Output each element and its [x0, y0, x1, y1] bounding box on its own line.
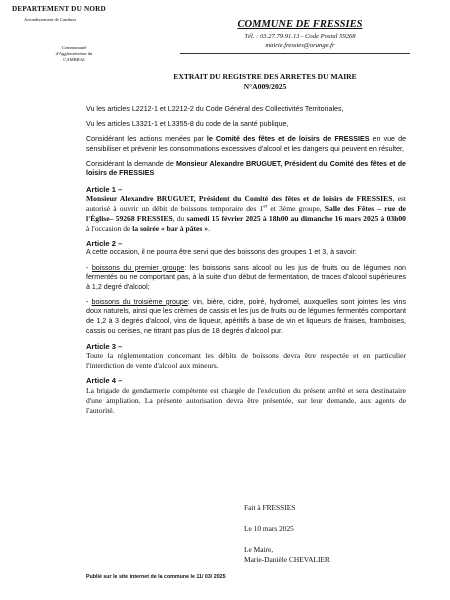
article-1-text-e: , du [172, 213, 187, 223]
article-3-text: Toute la réglementation concernant les débits de boissons devra être respectée et en particulier l'interdiction de vente d'alcool aux mineurs. [86, 351, 406, 371]
group-3-text: : vin, bière, cidre, poiré, hydromel, auxquelles sont jointes les vins doux naturels, ainsi que les crèmes de cassis et les jus de fruits ou de légumes fermentés comportant de 1,2 à 3 degrés d'alcool, vins de liqueur, apéritifs à base de vin et liqueurs de fraises, framboises, cassis ou cerises, ne titrant pas plus de 18 degrés d'alcool pur. [86, 297, 406, 335]
considerant-1-text-a: Considérant les actions menées par [86, 135, 207, 144]
considerant-paragraph-1 [86, 135, 406, 154]
document-title [150, 72, 380, 92]
article-2-heading: Article 2 – [86, 238, 123, 248]
group-1-label: boissons du premier groupe [91, 263, 185, 272]
article-1-text [86, 194, 406, 233]
publication-note: Publié sur le site internet de la commune le 11/ 03/ 2025 [86, 574, 226, 580]
signature-name: Marie-Danièle CHEVALIER [244, 555, 330, 564]
signature-role: Le Maire, [244, 545, 274, 554]
header-divider [180, 53, 410, 54]
article-1-text-c: et 3ème groupe, [267, 203, 325, 213]
article-1-sup: er [263, 204, 268, 210]
considerant-1-text-c: en vue de sensibiliser et prévenir les consommations excessives d'alcool et les dangers qui peuvent en résulter, [86, 135, 407, 153]
arrete-number: N°A009/2025 [243, 82, 287, 91]
group-1-text: : les boissons sans alcool ou les jus de fruits ou de légumes non fermentés ou ne comportant pas, à la suite d'un début de fermentation, de traces d'alcool supérieures à 1,2 degré d'alcool; [86, 263, 406, 291]
considerant-paragraph-2 [86, 160, 406, 179]
article-4-heading: Article 4 – [86, 376, 123, 386]
article-1-text-b: , est autorisé à ouvrir un débit de boissons temporaire des 1 [86, 194, 407, 213]
contact-email: mairie.fressies@orange.fr [265, 42, 335, 49]
article-1-heading: Article 1 – [86, 184, 123, 194]
department-title: DEPARTEMENT DU NORD [12, 5, 106, 13]
considerant-2-president: Monsieur Alexandre BRUGUET, Président du Comité des fêtes et de loisirs de FRESSIES [86, 159, 406, 178]
article-3-heading: Article 3 – [86, 341, 123, 351]
article-2-group-3: - boissons du troisième groupe: vin, bière, cidre, poiré, hydromel, auxquelles sont jointes les vins doux naturels, ainsi que les crèmes de cassis et les jus de fruits ou de légumes fermentés comportant de 1,2 à 3 degrés d'alcool, vins de liqueur, apéritifs à base de vin et liqueurs de fraises, framboises, cassis ou cerises, ne titrant pas plus de 18 degrés d'alcool pur. [86, 297, 406, 335]
considerant-2-text-a: Considérant la demande de [86, 159, 177, 168]
article-1-text-g: à l'occasion de [86, 223, 133, 233]
article-1-person: Monsieur Alexandre BRUGUET, Président du Comité des fêtes et de loisirs de FRESSIES [86, 194, 393, 204]
arrondissement-label: Arrondissement de Cambrai [24, 17, 76, 22]
article-4-text: La brigade de gendarmerie compétente est chargée de l'exécution du présent arrêté et sera destinataire d'une ampliation. La présente autorisation devra être présentée, sur leur demande, aux agents de l'autorité. [86, 385, 406, 415]
communaute-line-3: CAMBRAI [63, 57, 85, 63]
document-body [86, 105, 406, 421]
signature-place: Fait à FRESSIES [244, 503, 296, 512]
article-1-dates: samedi 15 février 2025 à 18h00 au dimanche 16 mars 2025 à 03h00 [186, 213, 406, 223]
communaute-line-2: d'Agglomération du [55, 51, 93, 57]
article-1-event: la soirée « bar à pâtes » [132, 223, 209, 233]
article-1-venue: Salle des Fêtes – rue de l'Église– 59268 FRESSIES [86, 203, 406, 223]
commune-name: COMMUNE DE FRESSIES [237, 19, 363, 30]
communaute-line-1: Communauté [61, 45, 87, 50]
signature-date: Le 10 mars 2025 [244, 524, 294, 533]
considerant-1-committee: le Comité des fêtes et de loisirs de FRESSIES [206, 135, 370, 144]
title-line-1: EXTRAIT DU REGISTRE DES ARRETES DU MAIRE [173, 72, 357, 81]
vu-paragraph-2: Vu les articles L3321-1 et L3355-8 du code de la santé publique, [86, 120, 289, 129]
article-2-group-1: - boissons du premier groupe: les boissons sans alcool ou les jus de fruits ou de légumes non fermentés ou ne comportant pas, à la suite d'un début de fermentation, de traces d'alcool supérieures à 1,2 degré d'alcool; [86, 263, 406, 291]
article-2-intro: A cette occasion, il ne pourra être servi que des boissons des groupes 1 et 3, à savoir: [86, 248, 357, 257]
article-1-text-i: . [208, 223, 210, 233]
vu-paragraph-1: Vu les articles L2212-1 et L2212-2 du Code Général des Collectivités Territoriales, [86, 105, 344, 113]
communaute-block [44, 45, 104, 64]
group-3-label: boissons du troisième groupe [91, 297, 188, 306]
contact-line: Tél. : 03.27.79.91.13 - Code Postal 59268 [244, 33, 356, 40]
